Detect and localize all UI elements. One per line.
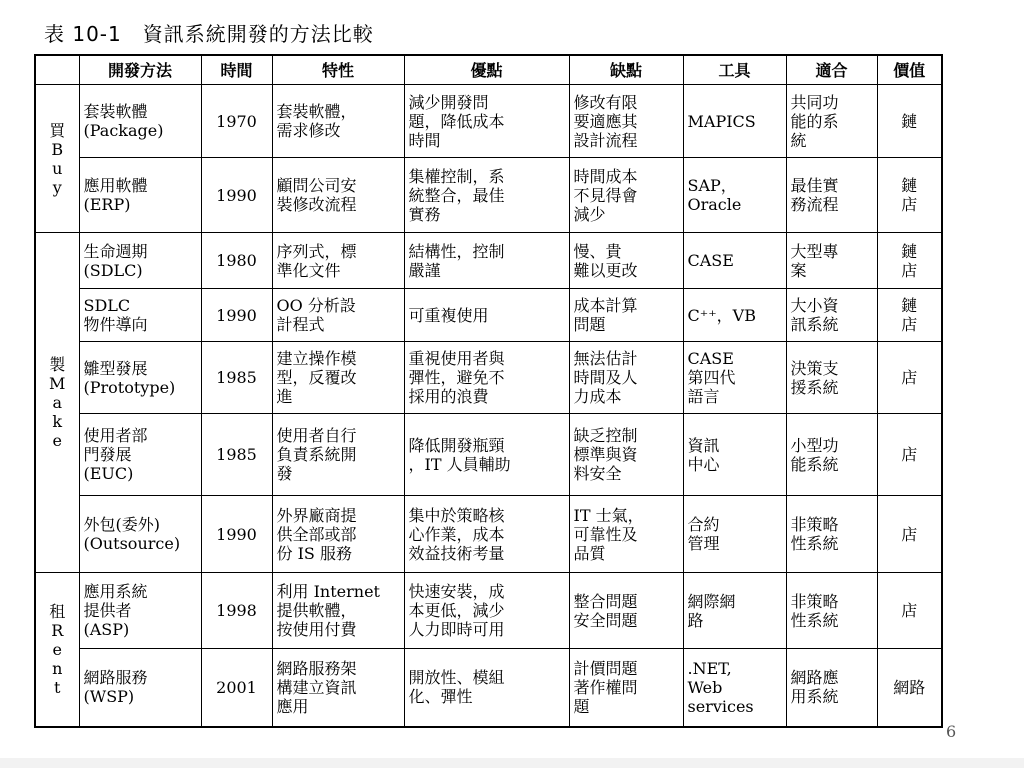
cell-line: 店 <box>901 260 918 280</box>
cell-line: 鏈 <box>901 111 918 131</box>
cell-year: 1998 <box>201 573 272 649</box>
cell-line: OO 分析設 <box>276 296 356 315</box>
cell-tools <box>683 573 786 649</box>
cell-tools <box>683 649 786 727</box>
cell-tools <box>683 233 786 289</box>
table-row <box>35 289 942 342</box>
cell-line: 小型功 <box>790 435 839 455</box>
header-cons: 缺點 <box>569 55 683 85</box>
cell-line: 心作業，成本 <box>408 524 505 544</box>
cell-feature <box>272 233 404 289</box>
cell-pros <box>404 414 569 496</box>
header-tools: 工具 <box>683 55 786 85</box>
cell-pros <box>404 158 569 233</box>
cell-value <box>877 158 942 233</box>
cell-line: 決策支 <box>790 358 839 378</box>
cell-line: 降低開發瓶頸 <box>408 435 505 455</box>
cell-line: 使用者部 <box>83 426 148 445</box>
cell-line: 使用者自行 <box>276 426 357 445</box>
cell-cons <box>569 414 683 496</box>
cell-value <box>877 649 942 727</box>
cell-year: 1970 <box>201 85 272 158</box>
table-row <box>35 414 942 496</box>
cell-line: 整合問題 <box>573 591 638 611</box>
cell-line: 管理 <box>687 534 720 553</box>
cell-cons <box>569 85 683 158</box>
cell-line: 集權控制，系 <box>408 166 505 186</box>
cell-cons <box>569 649 683 727</box>
cell-fit <box>786 496 877 573</box>
cell-line: 採用的浪費 <box>408 387 489 406</box>
cell-name <box>79 573 201 649</box>
table-row <box>35 573 942 649</box>
cell-line: 利用 Internet <box>276 582 380 601</box>
group-label-cn: 買 <box>49 120 66 140</box>
cell-line: (EUC) <box>83 464 134 483</box>
cell-line: 語言 <box>687 387 720 406</box>
cell-value <box>877 342 942 414</box>
cell-year: 1990 <box>201 289 272 342</box>
cell-line: 建立操作模 <box>276 349 357 368</box>
cell-line: 減少開發問 <box>408 92 489 112</box>
cell-line: 結構性，控制 <box>408 241 505 261</box>
cell-line: 計價問題 <box>573 658 638 678</box>
cell-cons <box>569 342 683 414</box>
cell-line: 集中於策略核 <box>408 505 505 525</box>
cell-line: Oracle <box>687 195 742 214</box>
header-value: 價值 <box>877 55 942 85</box>
group-label-letter: e <box>52 431 62 450</box>
cell-line: C⁺⁺，VB <box>687 305 756 325</box>
cell-line: 店 <box>901 195 918 214</box>
cell-line: 力成本 <box>573 387 622 406</box>
group-label-cn: 租 <box>49 601 66 621</box>
cell-line: 著作權問 <box>573 677 638 697</box>
cell-line: 裝修改流程 <box>276 195 357 214</box>
cell-name <box>79 496 201 573</box>
cell-fit <box>786 414 877 496</box>
cell-line: 修改有限 <box>573 92 638 112</box>
cell-fit <box>786 573 877 649</box>
cell-fit <box>786 342 877 414</box>
cell-pros <box>404 496 569 573</box>
cell-feature <box>272 573 404 649</box>
group-label-letter: n <box>52 658 63 678</box>
cell-line: 人力即時可用 <box>408 620 505 639</box>
cell-fit <box>786 158 877 233</box>
group-label-cell <box>35 233 79 573</box>
cell-line: 進 <box>276 387 293 406</box>
group-label-letter: y <box>52 177 62 197</box>
cell-line: SAP， <box>687 176 737 195</box>
cell-line: (SDLC) <box>83 260 143 280</box>
cell-line: 設計流程 <box>573 130 638 150</box>
cell-line: 無法估計 <box>573 349 638 368</box>
table-row <box>35 158 942 233</box>
cell-line: 店 <box>901 524 918 544</box>
cell-name <box>79 342 201 414</box>
cell-tools <box>683 158 786 233</box>
cell-line: 提供軟體， <box>276 601 357 620</box>
cell-year: 1985 <box>201 342 272 414</box>
group-label-cell <box>35 573 79 727</box>
cell-cons <box>569 573 683 649</box>
cell-line: 發 <box>276 464 293 483</box>
cell-line: 應用軟體 <box>83 176 148 195</box>
cell-tools <box>683 289 786 342</box>
cell-pros <box>404 573 569 649</box>
cell-name <box>79 289 201 342</box>
cell-cons <box>569 233 683 289</box>
cell-line: 型，反覆改 <box>276 368 357 387</box>
cell-line: 外包(委外) <box>83 515 160 534</box>
cell-year: 1990 <box>201 158 272 233</box>
cell-line: 題，降低成本 <box>408 111 505 131</box>
cell-line: 最佳實 <box>790 176 839 195</box>
cell-line: 能系統 <box>790 454 839 474</box>
cell-line: 援系統 <box>790 377 839 397</box>
cell-line: 店 <box>901 601 918 620</box>
cell-line: services <box>687 696 754 716</box>
cell-name <box>79 649 201 727</box>
cell-line: 雛型發展 <box>83 358 148 378</box>
cell-year: 1980 <box>201 233 272 289</box>
cell-line: 網路服務 <box>83 668 148 688</box>
cell-line: (ERP) <box>83 195 131 214</box>
cell-line: IT 士氣， <box>573 505 644 525</box>
cell-line: 提供者 <box>83 601 132 620</box>
cell-line: 實務 <box>408 204 441 224</box>
cell-value <box>877 289 942 342</box>
cell-line: 準化文件 <box>276 260 341 280</box>
cell-feature <box>272 496 404 573</box>
cell-line: 非策略 <box>790 515 839 534</box>
cell-line: (Prototype) <box>83 377 176 397</box>
cell-line: 本更低，減少 <box>408 601 505 620</box>
cell-line: 能的系 <box>790 111 839 131</box>
group-label-letter: R <box>51 620 64 640</box>
cell-line: 務流程 <box>790 195 839 214</box>
cell-line: 快速安裝，成 <box>408 582 505 601</box>
cell-line: 套裝軟體， <box>276 102 357 121</box>
cell-pros <box>404 233 569 289</box>
cell-line: 訊系統 <box>790 315 839 334</box>
cell-line: 構建立資訊 <box>276 677 357 697</box>
cell-line: (ASP) <box>83 620 130 639</box>
cell-line: 性系統 <box>790 610 839 630</box>
cell-line: 統整合，最佳 <box>408 185 505 205</box>
cell-line: 生命週期 <box>83 241 148 261</box>
cell-line: 計程式 <box>276 315 325 334</box>
cell-line: 時間及人 <box>573 368 638 387</box>
cell-line: 路 <box>687 610 704 630</box>
cell-line: MAPICS <box>687 111 756 131</box>
cell-line: 題 <box>573 696 590 716</box>
cell-line: 店 <box>901 445 918 464</box>
cell-pros <box>404 649 569 727</box>
cell-line: 大小資 <box>790 296 839 315</box>
cell-cons <box>569 496 683 573</box>
cell-line: 序列式，標 <box>276 241 357 261</box>
cell-fit <box>786 85 877 158</box>
cell-line: 時間 <box>408 130 441 150</box>
cell-line: 化、彈性 <box>408 687 473 707</box>
cell-name <box>79 414 201 496</box>
cell-line: 鏈 <box>901 176 918 195</box>
group-label-letter: a <box>52 393 63 412</box>
cell-line: (WSP) <box>83 687 135 707</box>
cell-feature <box>272 85 404 158</box>
cell-year: 1985 <box>201 414 272 496</box>
cell-line: 應用 <box>276 696 309 716</box>
cell-line: 按使用付費 <box>276 620 357 639</box>
table-caption: 表 10-1 資訊系統開發的方法比較 <box>44 22 374 46</box>
cell-tools <box>683 496 786 573</box>
table-row <box>35 496 942 573</box>
group-label-letter: t <box>54 677 61 697</box>
cell-value <box>877 496 942 573</box>
cell-line: 減少 <box>573 204 606 224</box>
cell-line: 性系統 <box>790 534 839 553</box>
cell-line: 份 IS 服務 <box>276 543 352 563</box>
cell-value <box>877 233 942 289</box>
cell-line: (Package) <box>83 121 164 140</box>
cell-line: 安全問題 <box>573 610 638 630</box>
cell-line: 鏈 <box>901 241 918 261</box>
cell-feature <box>272 414 404 496</box>
cell-line: .NET, <box>687 658 732 678</box>
group-label-letter: k <box>52 412 63 431</box>
cell-line: 負責系統開 <box>276 445 357 464</box>
page-number: 6 <box>946 722 957 741</box>
header-method: 開發方法 <box>79 55 201 85</box>
cell-fit <box>786 233 877 289</box>
cell-line: 要適應其 <box>573 111 638 131</box>
cell-line: 可重複使用 <box>408 305 489 325</box>
cell-line: 成本計算 <box>573 296 638 315</box>
cell-line: 非策略 <box>790 591 839 611</box>
cell-line: 案 <box>790 260 807 280</box>
methods-comparison-table <box>34 54 943 728</box>
cell-year: 1990 <box>201 496 272 573</box>
cell-line: 時間成本 <box>573 166 638 186</box>
cell-line: 共同功 <box>790 92 839 112</box>
cell-line: SDLC <box>83 296 131 315</box>
cell-feature <box>272 342 404 414</box>
group-label-cn: 製 <box>49 355 66 374</box>
cell-pros <box>404 85 569 158</box>
header-pros: 優點 <box>404 55 569 85</box>
cell-line: 重視使用者與 <box>408 349 505 368</box>
cell-line: 供全部或部 <box>276 524 357 544</box>
cell-tools <box>683 85 786 158</box>
cell-line: 店 <box>901 315 918 334</box>
cell-cons <box>569 289 683 342</box>
cell-line: 第四代 <box>687 368 736 387</box>
cell-line: 套裝軟體 <box>83 102 148 121</box>
cell-line: 資訊 <box>687 435 720 455</box>
cell-line: 統 <box>790 130 807 150</box>
cell-line: 彈性，避免不 <box>408 368 505 387</box>
cell-value <box>877 414 942 496</box>
cell-tools <box>683 342 786 414</box>
cell-line: 問題 <box>573 315 606 334</box>
cell-line: 需求修改 <box>276 121 341 140</box>
cell-name <box>79 158 201 233</box>
header-group <box>35 55 79 85</box>
cell-line: 網際網 <box>687 591 736 611</box>
cell-line: 用系統 <box>790 687 839 707</box>
cell-tools <box>683 414 786 496</box>
cell-line: ，IT 人員輔助 <box>408 454 511 474</box>
cell-feature <box>272 158 404 233</box>
table-row <box>35 649 942 727</box>
header-row <box>35 55 942 85</box>
table-row <box>35 85 942 158</box>
cell-line: 料安全 <box>573 464 622 483</box>
group-label-cell <box>35 85 79 233</box>
cell-value <box>877 85 942 158</box>
cell-cons <box>569 158 683 233</box>
header-fit: 適合 <box>786 55 877 85</box>
cell-line: 中心 <box>687 454 720 474</box>
cell-line: 品質 <box>573 543 606 563</box>
cell-fit <box>786 289 877 342</box>
cell-line: 網路 <box>893 677 926 697</box>
group-label-letter: u <box>52 158 63 178</box>
cell-line: Web <box>687 677 723 697</box>
cell-value <box>877 573 942 649</box>
cell-line: 開放性、模組 <box>408 668 505 688</box>
cell-name <box>79 85 201 158</box>
cell-line: 難以更改 <box>573 260 638 280</box>
cell-line: 顧問公司安 <box>276 176 357 195</box>
group-label-letter: M <box>49 374 66 393</box>
cell-line: 外界廠商提 <box>276 505 357 525</box>
cell-line: 鏈 <box>901 296 918 315</box>
cell-line: 物件導向 <box>83 315 148 334</box>
cell-feature <box>272 289 404 342</box>
cell-pros <box>404 342 569 414</box>
cell-line: 應用系統 <box>83 582 148 601</box>
cell-line: 門發展 <box>83 445 132 464</box>
cell-feature <box>272 649 404 727</box>
cell-line: 慢、貴 <box>573 241 622 261</box>
cell-line: 嚴謹 <box>408 260 441 280</box>
cell-line: 網路應 <box>790 668 839 688</box>
cell-year: 2001 <box>201 649 272 727</box>
table-row <box>35 233 942 289</box>
cell-line: 網路服務架 <box>276 658 357 678</box>
group-label-letter: B <box>51 139 64 159</box>
cell-line: CASE <box>687 251 734 270</box>
bottom-bar <box>0 758 1024 768</box>
cell-line: 效益技術考量 <box>408 543 505 563</box>
cell-line: 可靠性及 <box>573 524 638 544</box>
cell-line: 缺乏控制 <box>573 426 638 445</box>
cell-pros <box>404 289 569 342</box>
header-feature: 特性 <box>272 55 404 85</box>
header-year: 時間 <box>201 55 272 85</box>
cell-line: 店 <box>901 368 918 387</box>
cell-line: 合約 <box>687 515 720 534</box>
cell-line: (Outsource) <box>83 534 181 553</box>
table-row <box>35 342 942 414</box>
cell-fit <box>786 649 877 727</box>
cell-line: 不見得會 <box>573 185 638 205</box>
cell-line: 標準與資 <box>573 445 638 464</box>
cell-line: 大型專 <box>790 241 839 261</box>
cell-name <box>79 233 201 289</box>
cell-line: CASE <box>687 349 734 368</box>
group-label-letter: e <box>52 639 62 659</box>
